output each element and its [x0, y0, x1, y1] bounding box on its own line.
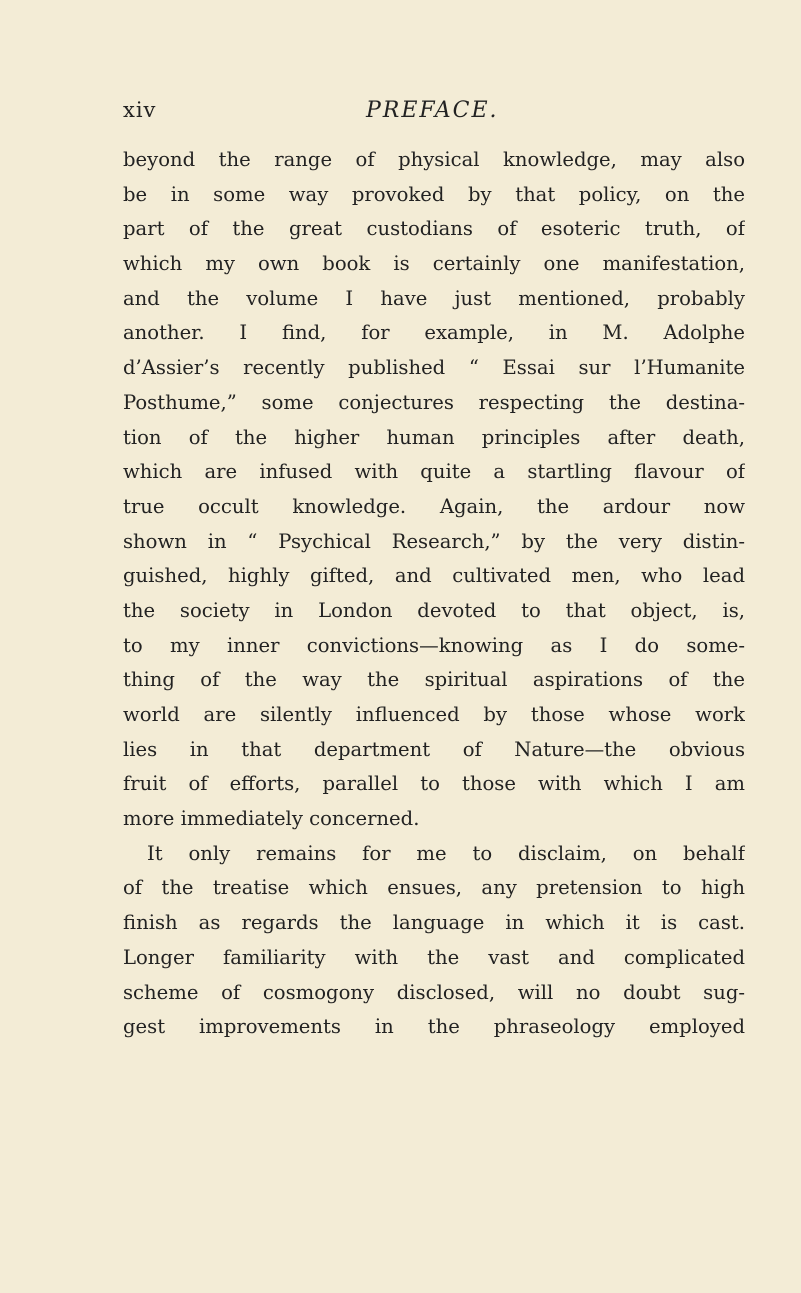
text-line: scheme of cosmogony disclosed, will no doubt sug-	[123, 980, 745, 1004]
text-line: of the treatise which ensues, any pretension to high	[123, 876, 745, 900]
text-line: to my inner convictions—knowing as I do some-	[123, 633, 745, 657]
text-line: fruit of efforts, parallel to those with which I am	[123, 772, 745, 796]
text-line: true occult knowledge. Again, the ardour now	[123, 494, 745, 518]
section-title: PREFACE.	[366, 98, 499, 123]
text-line: finish as regards the language in which it is cast.	[123, 911, 745, 935]
text-line: which my own book is certainly one manifestation,	[123, 252, 745, 276]
text-line: Posthume,” some conjectures respecting the destina-	[123, 390, 745, 414]
text-line: the society in London devoted to that object, is,	[123, 598, 745, 622]
page-number: xiv	[123, 98, 157, 122]
body-text	[123, 143, 745, 1045]
text-line: world are silently influenced by those whose work	[123, 703, 745, 726]
text-line: which are infused with quite a startling flavour of	[123, 460, 745, 484]
text-line: Longer familiarity with the vast and complicated	[123, 945, 745, 969]
text-line: gest improvements in the phraseology employed	[123, 1015, 745, 1039]
text-line: beyond the range of physical knowledge, may also	[123, 148, 745, 171]
text-line: guished, highly gifted, and cultivated men, who lead	[123, 564, 745, 588]
text-line: d’Assier’s recently published “ Essai sur l’Humanite	[123, 356, 745, 380]
text-line: be in some way provoked by that policy, on the	[123, 182, 745, 206]
text-line: shown in “ Psychical Research,” by the very distin-	[123, 529, 745, 553]
text-line: It only remains for me to disclaim, on behalf	[147, 841, 745, 865]
text-line: another. I find, for example, in M. Adolphe	[123, 321, 745, 345]
text-line: tion of the higher human principles after death,	[123, 425, 745, 449]
text-line: more immediately concerned.	[123, 807, 420, 831]
text-line: part of the great custodians of esoteric truth, of	[123, 217, 745, 241]
text-line: thing of the way the spiritual aspirations of the	[123, 668, 745, 692]
running-head	[123, 98, 743, 132]
text-line: lies in that department of Nature—the obvious	[123, 737, 745, 761]
text-line: and the volume I have just mentioned, probably	[123, 286, 745, 310]
